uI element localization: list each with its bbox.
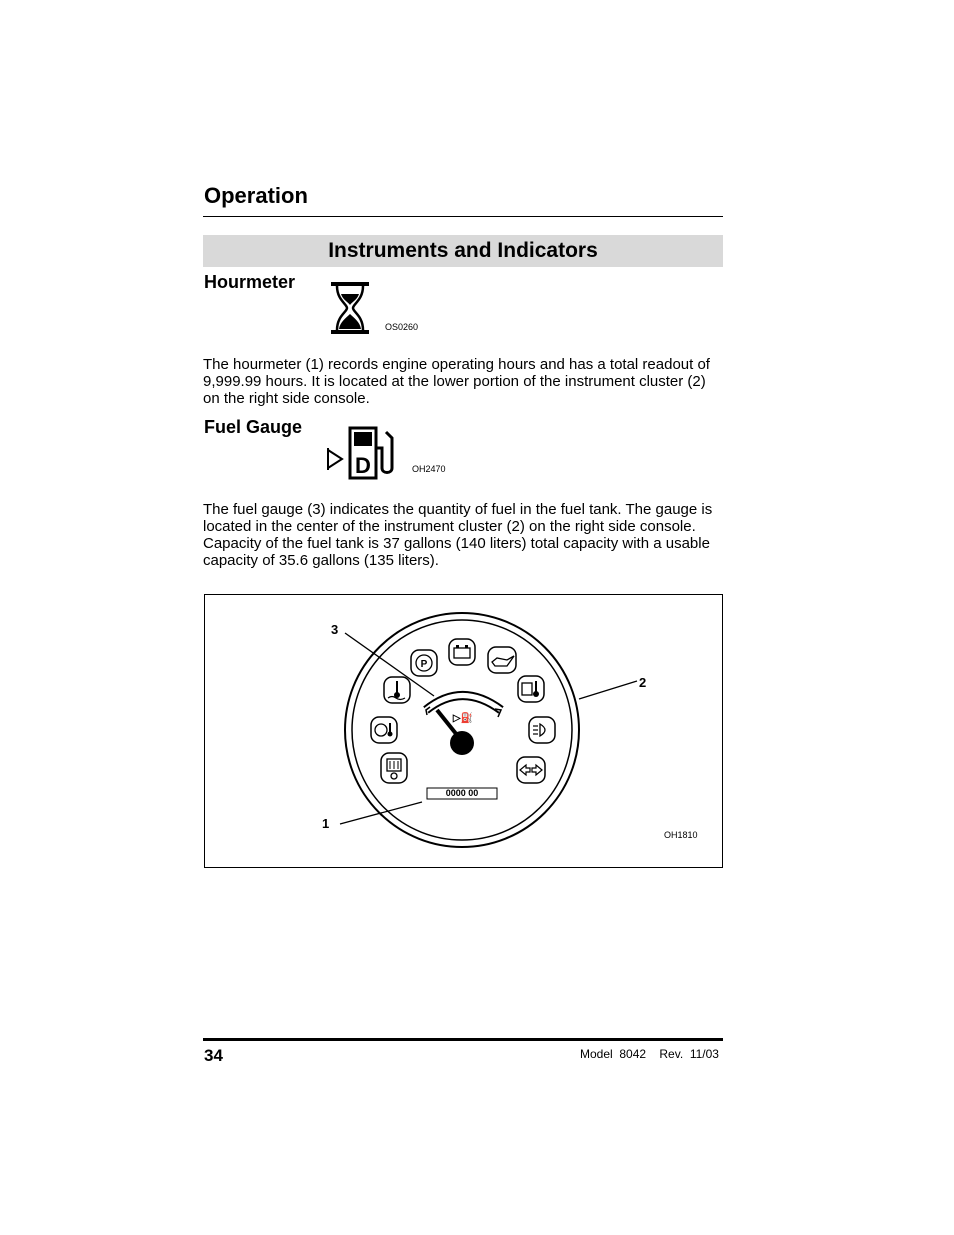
coolant-temp-icon xyxy=(383,676,411,704)
svg-text:▷⛽: ▷⛽ xyxy=(452,713,474,724)
transmission-temp-icon xyxy=(370,716,398,744)
hourmeter-readout: 0000 00 xyxy=(445,788,479,798)
section-banner: Instruments and Indicators xyxy=(203,235,723,267)
fuel-gauge-paragraph: The fuel gauge (3) indicates the quantity of fuel in the fuel tank. The gauge is located in the center of the instrument cluster (2) on the right side console. Capacity of the fuel tank is 37 gallons (140 liters) total capacity with a usable capacity of 35.6 gallons (135 liters). xyxy=(203,501,713,569)
fuel-pump-icon xyxy=(326,424,412,482)
hourmeter-icon-code: OS0260 xyxy=(385,322,419,332)
hourglass-icon xyxy=(329,280,371,336)
svg-text:D: D xyxy=(355,453,371,478)
battery-icon xyxy=(448,638,476,666)
header-rule xyxy=(203,216,723,217)
oil-pressure-icon xyxy=(487,646,519,674)
hourmeter-paragraph: The hourmeter (1) records engine operating hours and has a total readout of 9,999.99 hours. It is located at the lower portion of the instrument cluster (2) on the right side console. xyxy=(203,356,710,407)
page-number: 34 xyxy=(204,1046,223,1065)
footer-model-revision: Model 8042 Rev. 11/03 xyxy=(580,1047,719,1061)
turn-signal-icon xyxy=(516,756,546,784)
hourmeter-heading: Hourmeter xyxy=(204,272,296,292)
hydraulic-temp-icon xyxy=(517,675,545,703)
fuel-gauge-icon-code: OH2470 xyxy=(412,464,446,474)
callout-3: 3 xyxy=(331,622,339,637)
headlight-icon xyxy=(528,716,556,744)
figure-code: OH1810 xyxy=(664,830,698,840)
instrument-cluster-drawing xyxy=(205,595,721,866)
fuel-gauge-heading: Fuel Gauge xyxy=(204,417,303,437)
callout-2: 2 xyxy=(639,675,647,690)
section-title: Operation xyxy=(204,183,308,208)
callout-1: 1 xyxy=(322,816,330,831)
air-filter-icon xyxy=(380,752,408,784)
footer-rule xyxy=(203,1038,723,1041)
parking-brake-icon xyxy=(410,649,438,677)
svg-text:P: P xyxy=(420,659,428,670)
